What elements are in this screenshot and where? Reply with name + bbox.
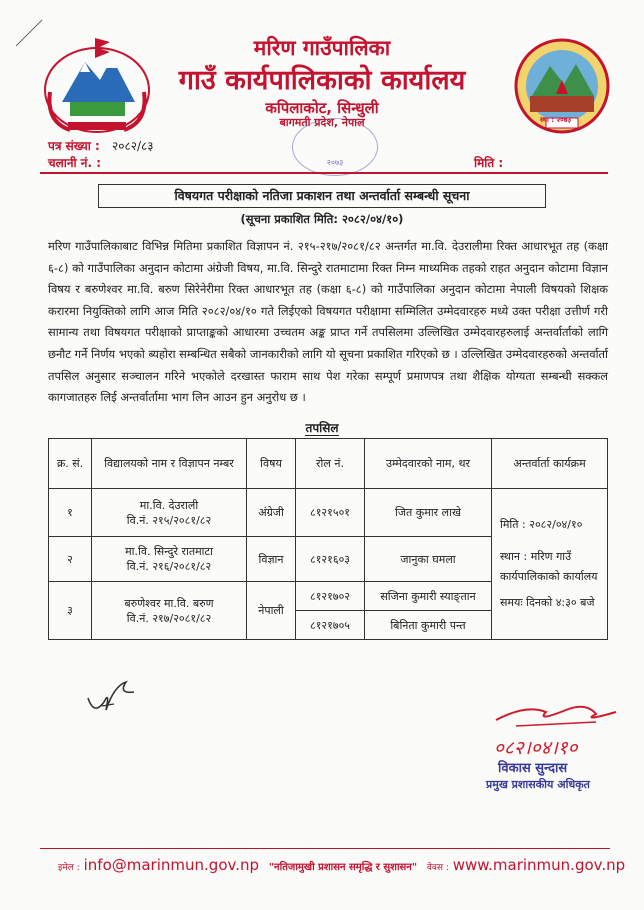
- cell-roll: ८१२१६०३: [296, 537, 365, 582]
- interview-place-2: कार्यपालिकाको कार्यालय: [500, 570, 598, 583]
- school-name: बरुणेश्वर मा.वि. बरुण: [124, 596, 214, 610]
- office-name: गाउँ कार्यपालिकाको कार्यालय: [178, 65, 466, 96]
- col-header-school: विद्यालयको नाम र विज्ञापन नम्बर: [92, 439, 247, 489]
- ad-number: वि.नं. २१५/२०८१/८२: [126, 513, 212, 527]
- cell-subject: नेपाली: [247, 582, 296, 640]
- signer-name: विकास सुन्दास: [498, 761, 568, 776]
- col-header-sn: क्र. सं.: [49, 439, 92, 489]
- candidate-table: [48, 438, 608, 640]
- notice-published-date: (सूचना प्रकाशित मिति: २०८२/०४/१०): [240, 212, 404, 226]
- email-label: इमेल :: [58, 863, 80, 873]
- interview-date: मिति : २०८२/०४/१०: [500, 518, 583, 531]
- cell-sn: १: [49, 489, 92, 537]
- cell-sn: ३: [49, 582, 92, 640]
- col-header-roll: रोल नं.: [296, 439, 365, 489]
- website-label: वेवस :: [426, 863, 449, 873]
- initials-signature: [84, 676, 140, 720]
- email-link[interactable]: info@marinmun.gov.np: [83, 856, 260, 874]
- schedule-heading: तपसिल: [305, 421, 339, 435]
- interview-place: स्थान : मरिण गाउँ: [500, 550, 572, 563]
- ad-number: वि.नं. २१७/२०८१/८२: [126, 611, 212, 625]
- cell-roll: ८१२१७०२: [296, 582, 365, 611]
- logo-year: स्था : २०७३: [540, 116, 572, 124]
- school-name: मा.वि. देउराली: [139, 498, 199, 512]
- svg-text:०८२।०४।१०: ०८२।०४।१०: [494, 737, 578, 759]
- interview-schedule: [492, 489, 608, 640]
- notice-body: मरिण गाउँपालिकाबाट विभिन्न मितिमा प्रकाशित विज्ञापन नं. २१५-२१७/२०८१/८२ अन्तर्गत मा.वि. देउरालीमा रिक्त आधारभूत तह (कक्षा ६-८) को गाउँपालिका अनुदान कोटामा अंग्रेजी विषय, मा.वि. सिन्दुरे रातमाटामा रिक्त निम्न माध्यमिक तहको राहत अनुदान कोटामा विज्ञान विषय र बरुणेश्वर मा.वि. बरुण सिरेनेरीमा रिक्त आधारभूत तह (कक्षा ६-८) को गाउँपालिका अनुदान कोटामा नेपाली विषयको शिक्षक करारमा नियुक्तिको लागि आज मिति २०८२/०४/१० गते लिईएको विषयगत परीक्षामा सम्मिलित उम्मेदवारहरु मध्ये उक्त परीक्षा उत्तीर्ण गरी सामान्य तथा विषयगत परीक्षाको प्राप्ताङ्कको आधारमा उच्चतम अङ्क प्राप्त गर्ने तपसिलमा उल्लिखित उम्मेदवारहरुलाई अन्तर्वार्ताको लागि छनौट गर्ने निर्णय भएको ब्यहोरा सम्बन्धित सबैको जानकारीको लागि यो सूचना प्रकाशित गरिएको छ । उल्लिखित उम्मेदवारहरुको अन्तर्वार्ता तपसिल अनुसार सञ्चालन गरिने भएकोले दरखास्त फाराम साथ पेश गरेका सम्पूर्ण प्रमाणपत्र तथा शैक्षिक योग्यता सम्बन्धी सक्कल कागजातहरु लिई अन्तर्वार्तामा भाग लिन आउन हुन अनुरोध छ ।: [48, 239, 608, 405]
- col-header-name: उम्मेदवारको नाम, थर: [365, 439, 492, 489]
- cell-school: [92, 489, 247, 537]
- dispatch-number-label: चलानी नं. :: [48, 156, 102, 170]
- cell-school: [92, 537, 247, 582]
- interview-time: समयः दिनको ४:३० बजे: [500, 596, 595, 609]
- officer-signature: [476, 692, 628, 762]
- cell-sn: २: [49, 537, 92, 582]
- footer-divider: [40, 848, 610, 849]
- cell-roll: ८१२१७०५: [296, 611, 365, 640]
- col-header-schedule: अन्तर्वार्ता कार्यक्रम: [492, 439, 608, 489]
- reference-label: पत्र संख्या :: [48, 139, 100, 153]
- slogan: "नतिजामुखी प्रशासन समृद्धि र सुशासन": [268, 862, 418, 873]
- footer: [58, 856, 625, 874]
- province-name: बागमती प्रदेश, नेपाल: [279, 116, 365, 129]
- office-seal: [292, 118, 378, 176]
- seal-year: २०७३: [326, 158, 344, 167]
- cell-name: जित कुमार लाखे: [365, 489, 492, 537]
- office-address: कपिलाकोट, सिन्धुली: [265, 99, 379, 117]
- cell-school: [92, 582, 247, 640]
- notice-subject: विषयगत परीक्षाको नतिजा प्रकाशन तथा अन्तर्वार्ता सम्बन्धी सूचना: [98, 184, 546, 208]
- website-link[interactable]: www.marinmun.gov.np: [452, 856, 626, 874]
- ad-number: वि.नं. २१६/२०८१/८२: [126, 560, 212, 573]
- signer-title: प्रमुख प्रशासकीय अधिकृत: [486, 778, 590, 791]
- cell-subject: अंग्रेजी: [247, 489, 296, 537]
- header-divider: [40, 172, 608, 174]
- cell-roll: ८१२१५०१: [296, 489, 365, 537]
- cell-subject: विज्ञान: [247, 537, 296, 582]
- municipality-name: मरिण गाउँपालिका: [253, 36, 391, 60]
- reference-value: २०८२/८३: [111, 139, 154, 153]
- cell-name: सजिना कुमारी स्याङ्तान: [365, 582, 492, 611]
- reference-number: [48, 137, 153, 154]
- cell-name: बिनिता कुमारी पन्त: [365, 611, 492, 640]
- col-header-subject: विषय: [247, 439, 296, 489]
- table-header-row: [49, 439, 608, 489]
- school-name: मा.वि. सिन्दुरे रातमाटा: [125, 545, 213, 558]
- date-label: मिति :: [474, 156, 504, 170]
- table-row: [49, 489, 608, 537]
- cell-name: जानुका घमला: [365, 537, 492, 582]
